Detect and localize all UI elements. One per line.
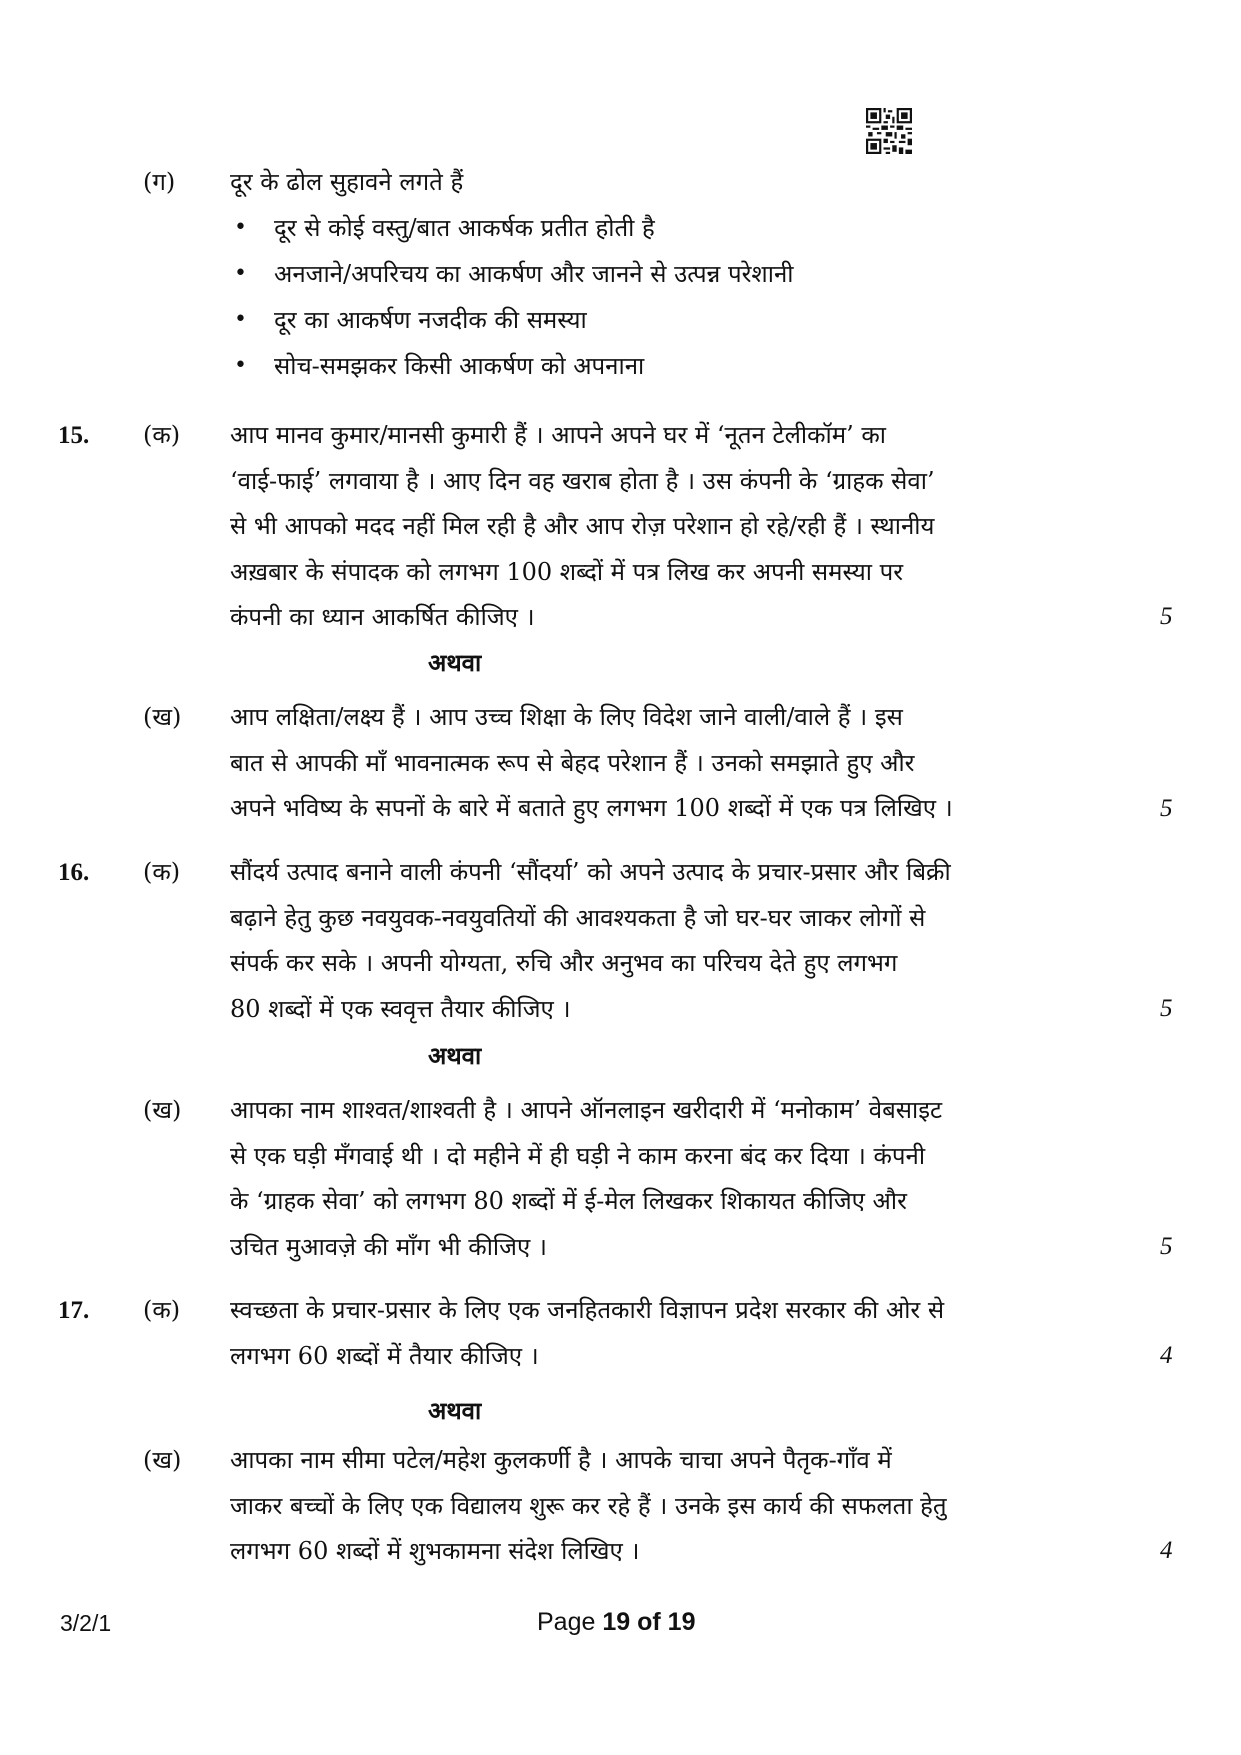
text-line: उचित मुआवज़े की माँग भी कीजिए । [230, 1232, 547, 1261]
question-number: 15. [58, 422, 90, 449]
marks: 5 [1160, 1233, 1173, 1260]
part-label: (ख) [143, 703, 182, 731]
text-line: अख़बार के संपादक को लगभग 100 शब्दों में पत्र लिख कर अपनी समस्या पर [230, 557, 904, 586]
question-number: 17. [58, 1297, 90, 1324]
text-line: से भी आपको मदद नहीं मिल रही है और आप रोज़ परेशान हो रहे/रही हैं । स्थानीय [230, 512, 935, 540]
text-line: 80 शब्दों में एक स्ववृत्त तैयार कीजिए । [230, 994, 571, 1023]
question-text [230, 850, 1118, 1032]
list-item: • सोच-समझकर किसी आकर्षण को अपनाना [230, 343, 793, 389]
or-label: अथवा [428, 648, 482, 677]
page-current: 19 [602, 1608, 631, 1636]
part-label: (क) [143, 421, 181, 449]
part-label: (ख) [143, 1446, 182, 1474]
text-line: आपका नाम सीमा पटेल/महेश कुलकर्णी है । आपके चाचा अपने पैतृक-गाँव में [230, 1446, 892, 1474]
marks: 5 [1160, 795, 1173, 822]
text-line: बात से आपकी माँ भावनात्मक रूप से बेहद परेशान हैं । उनको समझाते हुए और [230, 748, 915, 777]
question-text [230, 1438, 1118, 1575]
q14-bullet-list [230, 205, 793, 389]
text-line: सौंदर्य उत्पाद बनाने वाली कंपनी ‘सौंदर्या’ को अपने उत्पाद के प्रचार-प्रसार और बिक्री [230, 858, 951, 886]
text-line: लगभग 60 शब्दों में शुभकामना संदेश लिखिए । [230, 1537, 640, 1565]
text-line: लगभग 60 शब्दों में तैयार कीजिए । [230, 1341, 539, 1370]
text-line: अपने भविष्य के सपनों के बारे में बताते हुए लगभग 100 शब्दों में एक पत्र लिखिए । [230, 794, 953, 822]
qr-code-icon [866, 108, 912, 154]
page-of: of [637, 1608, 661, 1636]
text-line: जाकर बच्चों के लिए एक विद्यालय शुरू कर रहे हैं । उनके इस कार्य की सफलता हेतु [230, 1491, 947, 1520]
text-line: आप मानव कुमार/मानसी कुमारी हैं । आपने अपने घर में ‘नूतन टेलीकॉम’ का [230, 421, 886, 449]
text-line: संपर्क कर सके । अपनी योग्यता, रुचि और अनुभव का परिचय देते हुए लगभग [230, 949, 898, 977]
list-item: • दूर का आकर्षण नजदीक की समस्या [230, 297, 793, 343]
text-line: आपका नाम शाश्वत/शाश्वती है । आपने ऑनलाइन खरीदारी में ‘मनोकाम’ वेबसाइट [230, 1096, 943, 1124]
marks: 4 [1160, 1342, 1173, 1369]
question-text [230, 1288, 1118, 1379]
question-text [230, 413, 1118, 641]
part-label: (क) [143, 1296, 181, 1324]
list-item: • अनजाने/अपरिचय का आकर्षण और जानने से उत्पन्न परेशानी [230, 251, 793, 297]
question-text [230, 695, 1118, 832]
page-prefix: Page [537, 1608, 596, 1636]
page-number [537, 1608, 695, 1637]
text-line: के ‘ग्राहक सेवा’ को लगभग 80 शब्दों में ई-मेल लिखकर शिकायत कीजिए और [230, 1187, 907, 1215]
part-label: (क) [143, 858, 181, 886]
or-label: अथवा [428, 1041, 482, 1070]
text-line: से एक घड़ी मँगवाई थी । दो महीने में ही घड़ी ने काम करना बंद कर दिया । कंपनी [230, 1141, 926, 1170]
list-item: • दूर से कोई वस्तु/बात आकर्षक प्रतीत होती है [230, 205, 793, 251]
or-label: अथवा [428, 1396, 482, 1425]
marks: 5 [1160, 603, 1173, 630]
text-line: स्वच्छता के प्रचार-प्रसार के लिए एक जनहितकारी विज्ञापन प्रदेश सरकार की ओर से [230, 1296, 945, 1324]
text-line: ‘वाई-फाई’ लगवाया है । आए दिन वह खराब होता है । उस कंपनी के ‘ग्राहक सेवा’ [230, 466, 935, 495]
page-total: 19 [667, 1608, 696, 1636]
paper-code: 3/2/1 [60, 1610, 112, 1636]
marks: 5 [1160, 995, 1173, 1022]
q14-heading: दूर के ढोल सुहावने लगते हैं [230, 168, 464, 196]
text-line: आप लक्षिता/लक्ष्य हैं । आप उच्च शिक्षा के लिए विदेश जाने वाली/वाले हैं । इस [230, 703, 903, 731]
question-number: 16. [58, 859, 90, 886]
text-line: कंपनी का ध्यान आकर्षित कीजिए । [230, 603, 535, 631]
q14-part-label: (ग) [143, 168, 176, 196]
question-text [230, 1088, 1118, 1270]
marks: 4 [1160, 1537, 1173, 1564]
text-line: बढ़ाने हेतु कुछ नवयुवक-नवयुवतियों की आवश्यकता है जो घर-घर जाकर लोगों से [230, 903, 926, 932]
part-label: (ख) [143, 1096, 182, 1124]
